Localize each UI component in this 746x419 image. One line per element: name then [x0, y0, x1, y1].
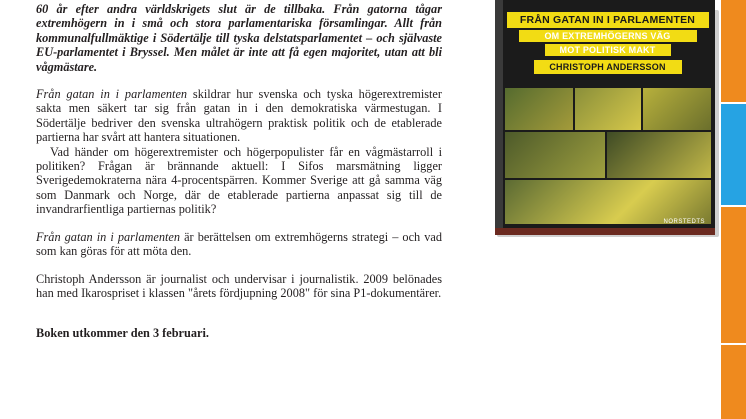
cover-photo-collage: [505, 88, 711, 224]
cover-photo: [575, 88, 641, 130]
cover-photo: [505, 132, 605, 178]
cover-publisher: NORSTEDTS: [663, 219, 705, 225]
book-base: [495, 228, 715, 235]
author-bio: Christoph Andersson är journalist och undervisar i journalistik. 2009 belönades han med Ikarospriset i klassen "årets fördjupning 2008" för sina P1-dokumentärer.: [36, 271, 442, 300]
cover-title-block: [505, 12, 710, 76]
side-bar-orange: [721, 345, 746, 419]
paragraph-summary: [36, 230, 442, 259]
release-date: Boken utkommer den 3 februari.: [36, 326, 209, 341]
book-spine: [495, 0, 503, 233]
intro-paragraph: 60 år efter andra världskrigets slut är de tillbaka. Från gatorna tågar extremhögern in i små och stora parlamentariska församlingar. Allt från kommunalfullmäktige i Södertälje till tyska delstatsparlamentet – och självaste EU-parlamentet i Bryssel. Men målet är inte att få egen majoritet, utan att bli vågmästare.: [36, 2, 442, 74]
side-bar-orange: [721, 0, 746, 102]
cover-author: CHRISTOPH ANDERSSON: [534, 60, 682, 74]
side-bar-blue: [721, 104, 746, 205]
paragraph-summary-text: är berättelsen om extremhögerns strategi – och vad som kan göras för att möta den.: [36, 229, 442, 259]
paragraph-question: Vad händer om högerextremister och högerpopulister får en vågmästarroll i politiken? Frågan är brännande aktuell: I Sifos marsmätning ligger Sverigedemokraterna nära 4-procentspärren. Kommer Sverige att gå samma väg som Danmark och Norge, där de etablerade partierna anpassat sig till de invandrarfientliga partiernas politik?: [36, 144, 442, 217]
cover-subtitle-line-1: OM EXTREMHÖGERNS VÄG: [519, 30, 697, 42]
book-title-reference: Från gatan in i parlamenten: [36, 229, 181, 244]
paragraph-description-text: skildrar hur svenska och tyska högerextremister sakta men säkert tar sig från gatan in i den demokratiska värmestugan. I Södertälje bedriver den svenska ultrahögern praktisk politik och de etablerade partierna har svårt att hantera situationen.: [36, 87, 442, 145]
cover-photo: [505, 88, 573, 130]
cover-photo: [505, 180, 711, 224]
cover-photo: [607, 132, 711, 178]
cover-photo: [643, 88, 711, 130]
article-text: [36, 2, 442, 341]
paragraph-description: [36, 87, 442, 145]
side-bar-orange: [721, 207, 746, 343]
book-title-reference: Från gatan in i parlamenten: [36, 87, 188, 102]
book-cover: [495, 0, 715, 233]
cover-title: FRÅN GATAN IN I PARLAMENTEN: [507, 12, 709, 28]
cover-subtitle-line-2: MOT POLITISK MAKT: [545, 44, 671, 56]
